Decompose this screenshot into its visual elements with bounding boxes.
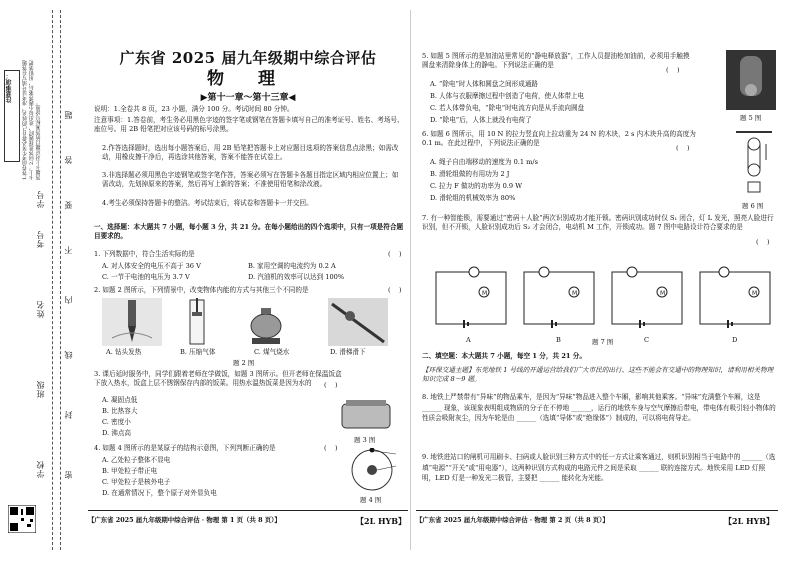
paper-code: 【2L HYB】 [724, 516, 775, 526]
q5-option-a: A. “除电”时人体和圆盘之间形成通路 [430, 80, 539, 88]
q6-option-b: B. 滑轮组做的有用功为 2 J [430, 170, 510, 178]
lunchbox-figure [338, 398, 394, 434]
page-footer: 【广东省 2025 届九年级期中综合评估 · 物理 第 1 页（共 8 页）】 [88, 516, 281, 524]
footer-divider [416, 510, 778, 511]
question-8: 8. 地铁上严禁带有“异味”的物品乘车，是因为“异味”物品进入整个车厢，影响其他乘客。“异味”充满整个车厢，这是 ______ 现象，该现象表明组成物质的分子在不停地 ______，运行的地铁车身与空气摩擦后带电，带电体有吸引轻小物体的性质会吸附灰尘，因为车轮是由 ______（选填“导体”或“绝缘体”）制成的，可以将电荷导走。 [422, 393, 776, 423]
q4-option-a: A. 乙处粒子整体不显电 [102, 456, 171, 464]
notice-line: 注意事项：1.答卷前，考生务必用黑色字迹的签字笔或钢笔在答题卡填写自己的准考证号、姓名、考场号、座位号。用 2B 铅笔把对应该号码的标号涂黑。 [94, 116, 404, 133]
q6-option-c: C. 拉力 F 做功的功率为 0.9 W [430, 182, 522, 190]
q4-option-d: D. 在通常情况下，整个原子对外显负电 [102, 489, 217, 497]
label-class: 班级 [36, 380, 45, 398]
q1-option-c: C. 一节干电池的电压为 3.7 V [102, 273, 190, 281]
paper-code: 【2L HYB】 [356, 516, 407, 526]
chapter-range: ▶第十一章～第十三章◀ [200, 93, 296, 103]
notice-text: 1.答卷前考生务必将自己的姓名、准考证号填写在答题卡上。2.回答选择题时，选出每小题答案后，用铅笔把答题卡上对应题目的答案标号涂黑。 [22, 60, 42, 180]
drill-heating-figure [102, 298, 162, 346]
question-7: 7. 有一种智能锁，需要通过“密码＋人脸”两次识别成功才能开锁。密码识别成功时仅 S₁ 闭合，灯 L 发光，照亮人脸进行识别，但不开锁，人脸识别成功后 S₂ 才会闭合，电动机 M 工作，开锁成功。题 7 图中电路设计符合要求的是 [422, 214, 774, 231]
q4-option-b: B. 甲处粒子带正电 [102, 467, 158, 475]
notice-line: 2.作答选择题时，选出每小题答案后，用 2B 铅笔把答题卡上对应题目选项的答案信息点涂黑；如需改动，用橡皮擦干净后，再选涂其他答案，答案不能答在试卷上。 [102, 144, 399, 161]
q6-option-a: A. 绳子自由端移动的速度为 0.1 m/s [430, 158, 539, 166]
svg-text:M: M [572, 290, 578, 297]
q3-option-c: C. 密度小 [102, 418, 131, 426]
seal-word: 答 [64, 155, 73, 164]
label-exam-number: 考号 [36, 230, 45, 248]
q3-option-d: D. 沸点高 [102, 429, 132, 437]
page-1 [88, 0, 408, 561]
page-2 [416, 0, 790, 561]
svg-text:M: M [482, 290, 488, 297]
section-1-heading: 一、选择题：本大题共 7 小题，每小题 3 分，共 21 分。在每小题给出的四个选项中，只有一项是符合题目要求的。 [94, 223, 404, 240]
answer-bracket: ( ) [666, 66, 680, 74]
q3-option-b: B. 比热容大 [102, 407, 138, 415]
q7-option-a: A [466, 336, 471, 344]
notice-title: 注意事项： [6, 73, 13, 103]
question-5: 5. 如题 5 图所示的是加油站里常见的“静电释放器”，工作人员提油枪加油前，必须用手触摸圆盘来清除身体上的静电。下列说法正确的是 [422, 52, 690, 69]
circuit-diagrams [434, 262, 774, 334]
page-gutter [410, 10, 411, 550]
seal-word: 密 [64, 470, 73, 479]
figure-caption: 题 4 图 [360, 496, 382, 504]
notice-line: 3.非选择题必须用黑色字迹钢笔或签字笔作答，答案必须写在答题卡各题目指定区域内相应位置上；如需改动，先划掉原来的答案，然后再写上新的答案；不准使用铅笔和涂改液。 [102, 171, 399, 188]
q2-option-d: D. 滑梯滑下 [330, 348, 366, 356]
pulley-figure [734, 130, 774, 202]
notice-line: 说明：1.全卷共 8 页，23 小题，满分 100 分。考试时间 80 分钟。 [94, 105, 294, 113]
question-1: 1. 下列数据中，符合生活实际的是 [94, 250, 195, 258]
answer-bracket: ( ) [388, 250, 402, 258]
figure-caption: 题 2 图 [233, 359, 255, 367]
label-school: 学校 [36, 460, 45, 478]
page-footer: 【广东省 2025 届九年级期中综合评估 · 物理 第 2 页（共 8 页）】 [416, 516, 609, 524]
footer-divider [88, 510, 408, 511]
question-9: 9. 地铁进站口的闸机可用刷卡、扫码或人脸识别三种方式中的任一方式让乘客通过，则机识别相当于电路中的 ______（选填“电源”“开关”或“用电器”），这两种识别方式构成的电路元件之间是采取 ______ 联的连接方式。地铁采用 LED 灯照明，LED 灯是一种发光二极管，主要把 ______ 能转化为光能。 [422, 453, 776, 483]
answer-bracket: ( ) [676, 144, 690, 152]
seal-word: 内 [64, 295, 73, 304]
seal-word: 不 [64, 245, 73, 254]
seal-word: 封 [64, 410, 73, 419]
exam-title: 广东省 2025 届九年级期中综合评估 [119, 49, 377, 67]
q7-option-c: C [644, 336, 650, 344]
answer-bracket: ( ) [324, 444, 338, 452]
q5-option-d: D. “除电”后，人体上就没有电荷了 [430, 116, 532, 124]
question-6: 6. 如题 6 图所示，用 10 N 的拉力竖直向上拉动重为 24 N 的木块，2 s 内木块升高的高度为 0.1 m。在此过程中，下列说法正确的是 [422, 130, 696, 147]
figure-caption: 题 7 图 [592, 338, 614, 346]
figure-caption: 题 6 图 [742, 202, 764, 210]
kettle-figure [246, 298, 286, 346]
seal-word: 要 [64, 200, 73, 209]
answer-bracket: ( ) [324, 381, 338, 389]
question-3: 3. 课后延时服务中，同学们跟着老师在学做饭，如题 3 图所示。但开老师在保温饭盒下放入热水，饭盒上层不锈钢保存内部的饭菜。用热水温热饭菜是因为水的 [94, 370, 342, 387]
q6-option-d: D. 滑轮组的机械效率为 80% [430, 194, 516, 202]
slide-figure [328, 298, 388, 346]
q3-option-a: A. 凝固点低 [102, 396, 138, 404]
seal-word: 线 [64, 350, 73, 359]
q5-option-b: B. 人体与衣服摩擦过程中创造了电荷，使人体带上电 [430, 92, 585, 100]
q7-option-b: B [556, 336, 561, 344]
question-4: 4. 如题 4 图所示的是某原子的结构示意图，下列判断正确的是 [94, 444, 276, 452]
notice-line: 4.考生必须保持答题卡的整洁。考试结束后，将试卷和答题卡一并交回。 [102, 199, 313, 207]
binding-strip [0, 0, 88, 561]
q1-option-b: B. 家用空调的电流约为 0.2 A [248, 262, 336, 270]
label-name: 姓名 [36, 300, 45, 318]
q4-option-c: C. 甲处粒子是核外电子 [102, 478, 171, 486]
atom-figure [350, 448, 400, 496]
notice-box [4, 70, 20, 162]
figure-caption: 题 3 图 [354, 436, 376, 444]
label-student-number: 学号 [36, 190, 45, 208]
q2-option-a: A. 钻头发热 [106, 348, 142, 356]
q5-option-c: C. 若人体带负电，“除电”时电流方向是从手流向圆盘 [430, 104, 585, 112]
seal-word: 题 [64, 110, 73, 119]
subject-title: 物 理 [207, 69, 289, 89]
q2-option-b: B. 压缩气体 [180, 348, 216, 356]
question-2: 2. 如题 2 图所示，下列情景中，改变物体内能的方式与其他三个不同的是 [94, 286, 309, 294]
qr-code [8, 505, 36, 533]
context-passage: 【环保交通主题】东莞地铁 1 号线的开通运营给我们广大市民的出行、这些不能会有交通中的物理知识，请利用相关物理知识完成 8～9 题。 [422, 366, 774, 383]
answer-bracket: ( ) [388, 286, 402, 294]
q1-option-a: A. 对人体安全的电压不高于 36 V [102, 262, 201, 270]
q1-option-d: D. 汽油机的效率可以达到 100% [248, 273, 345, 281]
seal-line-inner [60, 10, 61, 550]
section-2-heading: 二、填空题：本大题共 7 小题，每空 1 分，共 21 分。 [422, 352, 586, 360]
compress-gas-figure [182, 298, 212, 346]
q7-option-d: D [732, 336, 738, 344]
svg-text:M: M [660, 290, 666, 297]
seal-line [52, 10, 53, 550]
q2-option-c: C. 煤气烧水 [254, 348, 290, 356]
answer-bracket: ( ) [756, 238, 770, 246]
figure-caption: 题 5 图 [740, 114, 762, 122]
svg-text:M: M [752, 290, 758, 297]
static-discharger-figure [726, 50, 776, 110]
